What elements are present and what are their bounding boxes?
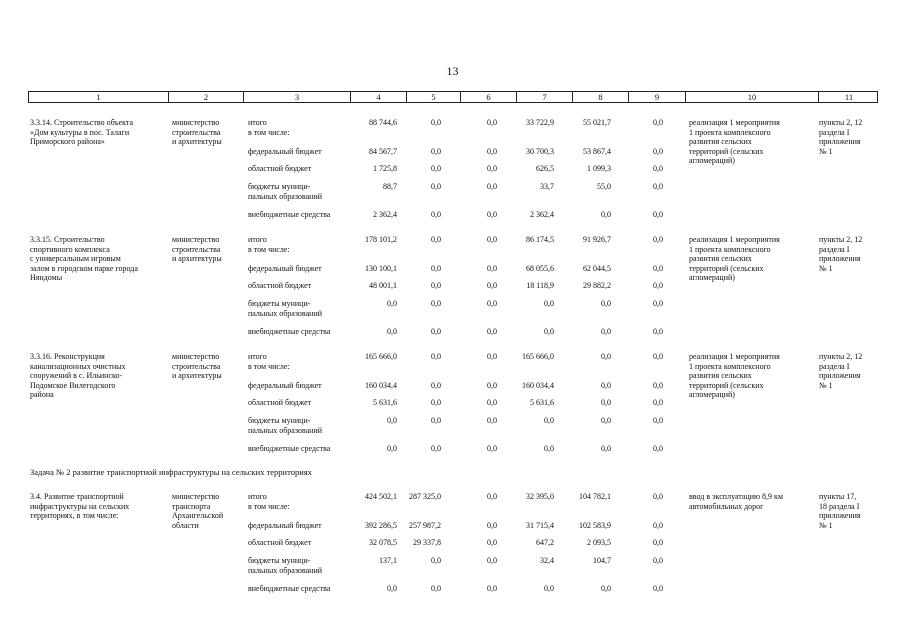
amount-cell: 0,0 — [431, 164, 441, 173]
task-heading: Задача № 2 развитие транспортной инфраструктуры на сельских территориях — [30, 467, 312, 477]
amount-cell: 104 782,1 — [579, 492, 611, 501]
amount-cell: 0,0 — [487, 147, 497, 156]
amount-cell: 0,0 — [544, 299, 554, 308]
amount-cell: 0,0 — [487, 416, 497, 425]
amount-cell: 88 744,6 — [369, 118, 397, 127]
amount-cell: 0,0 — [601, 352, 611, 361]
funding-source-label: итого в том числе: — [248, 492, 290, 511]
amount-cell: 0,0 — [601, 584, 611, 593]
funding-source-label: внебюджетные средства — [248, 210, 331, 219]
amount-cell: 68 055,6 — [526, 264, 554, 273]
amount-cell: 55,0 — [597, 182, 611, 191]
event-title: 3.3.16. Реконструкция канализационных очистных сооружений в с. Ильинско- Подомское Вилегодского района — [30, 352, 126, 400]
amount-cell: 29 882,2 — [583, 281, 611, 290]
amount-cell: 0,0 — [653, 281, 663, 290]
column-header-6: 6 — [461, 92, 517, 102]
event-executor: министерство транспорта Архангельской области — [172, 492, 224, 530]
amount-cell: 0,0 — [653, 182, 663, 191]
amount-cell: 0,0 — [431, 398, 441, 407]
funding-source-label: федеральный бюджет — [248, 381, 322, 390]
amount-cell: 0,0 — [487, 235, 497, 244]
amount-cell: 0,0 — [653, 118, 663, 127]
funding-source-label: областной бюджет — [248, 538, 312, 547]
funding-source-label: итого в том числе: — [248, 235, 290, 254]
amount-cell: 0,0 — [653, 584, 663, 593]
event-title: 3.3.14. Строительство объекта «Дом культуры в пос. Талаги Приморского района» — [30, 118, 134, 147]
amount-cell: 0,0 — [431, 444, 441, 453]
amount-cell: 287 325,0 — [409, 492, 441, 501]
amount-cell: 33 722,9 — [526, 118, 554, 127]
amount-cell: 0,0 — [653, 444, 663, 453]
expected-result: реализация 1 мероприятия 1 проекта комплексного развития сельских территорий (сельских агломераций) — [689, 118, 780, 166]
funding-source-label: итого в том числе: — [248, 118, 290, 137]
amount-cell: 0,0 — [653, 327, 663, 336]
funding-source-label: бюджеты муници- пальных образований — [248, 182, 322, 201]
amount-cell: 0,0 — [653, 164, 663, 173]
amount-cell: 0,0 — [487, 264, 497, 273]
amount-cell: 2 362,4 — [373, 210, 397, 219]
funding-source-label: бюджеты муници- пальных образований — [248, 556, 322, 575]
column-header-1: 1 — [29, 92, 169, 102]
funding-source-label: внебюджетные средства — [248, 327, 331, 336]
column-header-11: 11 — [844, 92, 854, 102]
amount-cell: 0,0 — [544, 416, 554, 425]
amount-cell: 55 021,7 — [583, 118, 611, 127]
funding-source-label: итого в том числе: — [248, 352, 290, 371]
amount-cell: 0,0 — [431, 264, 441, 273]
amount-cell: 2 093,5 — [587, 538, 611, 547]
amount-cell: 1 725,8 — [373, 164, 397, 173]
amount-cell: 0,0 — [544, 584, 554, 593]
amount-cell: 102 583,9 — [579, 521, 611, 530]
amount-cell: 0,0 — [487, 381, 497, 390]
amount-cell: 0,0 — [601, 210, 611, 219]
column-header-10: 10 — [686, 92, 819, 102]
amount-cell: 18 118,9 — [526, 281, 554, 290]
funding-source-label: областной бюджет — [248, 164, 312, 173]
reference-points: пункты 17, 18 раздела I приложения № 1 — [819, 492, 861, 530]
amount-cell: 392 286,5 — [365, 521, 397, 530]
funding-source-label: бюджеты муници- пальных образований — [248, 299, 322, 318]
amount-cell: 0,0 — [487, 492, 497, 501]
amount-cell: 0,0 — [601, 398, 611, 407]
column-header-7: 7 — [517, 92, 573, 102]
amount-cell: 0,0 — [653, 521, 663, 530]
amount-cell: 0,0 — [431, 584, 441, 593]
amount-cell: 0,0 — [487, 584, 497, 593]
amount-cell: 0,0 — [544, 444, 554, 453]
amount-cell: 0,0 — [601, 416, 611, 425]
reference-points: пункты 2, 12 раздела I приложения № 1 — [819, 352, 863, 390]
amount-cell: 53 867,4 — [583, 147, 611, 156]
amount-cell: 0,0 — [487, 521, 497, 530]
amount-cell: 160 034,4 — [522, 381, 554, 390]
amount-cell: 0,0 — [431, 182, 441, 191]
amount-cell: 5 631,6 — [373, 398, 397, 407]
amount-cell: 84 567,7 — [369, 147, 397, 156]
event-title: 3.3.15. Строительство спортивного комплекса с универсальным игровым залом в городском парке города Няндомы — [30, 235, 138, 283]
amount-cell: 0,0 — [487, 118, 497, 127]
amount-cell: 0,0 — [387, 416, 397, 425]
amount-cell: 0,0 — [487, 327, 497, 336]
amount-cell: 32 078,5 — [369, 538, 397, 547]
amount-cell: 160 034,4 — [365, 381, 397, 390]
amount-cell: 0,0 — [487, 299, 497, 308]
amount-cell: 137,1 — [379, 556, 397, 565]
amount-cell: 0,0 — [601, 327, 611, 336]
amount-cell: 0,0 — [431, 556, 441, 565]
amount-cell: 0,0 — [431, 147, 441, 156]
event-executor: министерство строительства и архитектуры — [172, 118, 222, 147]
amount-cell: 0,0 — [653, 538, 663, 547]
amount-cell: 0,0 — [431, 281, 441, 290]
amount-cell: 626,5 — [536, 164, 554, 173]
column-header-2: 2 — [169, 92, 244, 102]
amount-cell: 29 337,8 — [413, 538, 441, 547]
column-header-3: 3 — [244, 92, 351, 102]
amount-cell: 130 100,1 — [365, 264, 397, 273]
event-title: 3.4. Развитие транспортной инфраструктуры на сельских территориях, в том числе: — [30, 492, 130, 521]
expected-result: ввод в эксплуатацию 8,9 км автомобильных дорог — [689, 492, 783, 511]
amount-cell: 0,0 — [431, 352, 441, 361]
amount-cell: 0,0 — [487, 281, 497, 290]
amount-cell: 0,0 — [387, 444, 397, 453]
column-header-8: 8 — [573, 92, 629, 102]
amount-cell: 165 666,0 — [365, 352, 397, 361]
amount-cell: 0,0 — [653, 416, 663, 425]
amount-cell: 86 174,5 — [526, 235, 554, 244]
amount-cell: 0,0 — [653, 235, 663, 244]
amount-cell: 5 631,6 — [530, 398, 554, 407]
amount-cell: 32 395,0 — [526, 492, 554, 501]
amount-cell: 0,0 — [487, 444, 497, 453]
amount-cell: 0,0 — [487, 538, 497, 547]
amount-cell: 0,0 — [431, 118, 441, 127]
amount-cell: 31 715,4 — [526, 521, 554, 530]
funding-source-label: федеральный бюджет — [248, 521, 322, 530]
amount-cell: 88,7 — [383, 182, 397, 191]
amount-cell: 62 044,5 — [583, 264, 611, 273]
funding-source-label: бюджеты муници- пальных образований — [248, 416, 322, 435]
amount-cell: 0,0 — [601, 444, 611, 453]
amount-cell: 0,0 — [601, 299, 611, 308]
column-header-4: 4 — [351, 92, 407, 102]
column-number-header — [28, 91, 878, 103]
funding-source-label: областной бюджет — [248, 398, 312, 407]
amount-cell: 0,0 — [653, 210, 663, 219]
reference-points: пункты 2, 12 раздела I приложения № 1 — [819, 118, 863, 156]
funding-source-label: внебюджетные средства — [248, 444, 331, 453]
reference-points: пункты 2, 12 раздела I приложения № 1 — [819, 235, 863, 273]
event-executor: министерство строительства и архитектуры — [172, 352, 222, 381]
amount-cell: 33,7 — [540, 182, 554, 191]
amount-cell: 165 666,0 — [522, 352, 554, 361]
amount-cell: 48 001,1 — [369, 281, 397, 290]
amount-cell: 0,0 — [431, 416, 441, 425]
amount-cell: 2 362,4 — [530, 210, 554, 219]
amount-cell: 0,0 — [487, 398, 497, 407]
amount-cell: 0,0 — [387, 299, 397, 308]
amount-cell: 0,0 — [653, 398, 663, 407]
amount-cell: 0,0 — [431, 381, 441, 390]
amount-cell: 0,0 — [487, 210, 497, 219]
amount-cell: 0,0 — [653, 556, 663, 565]
amount-cell: 0,0 — [431, 210, 441, 219]
amount-cell: 0,0 — [387, 584, 397, 593]
expected-result: реализация 1 мероприятия 1 проекта комплексного развития сельских территорий (сельских агломераций) — [689, 235, 780, 283]
funding-source-label: федеральный бюджет — [248, 147, 322, 156]
amount-cell: 0,0 — [387, 327, 397, 336]
amount-cell: 0,0 — [487, 352, 497, 361]
amount-cell: 0,0 — [487, 164, 497, 173]
funding-source-label: внебюджетные средства — [248, 584, 331, 593]
amount-cell: 0,0 — [487, 556, 497, 565]
amount-cell: 178 101,2 — [365, 235, 397, 244]
page-number: 13 — [446, 64, 459, 78]
amount-cell: 424 502,1 — [365, 492, 397, 501]
column-header-5: 5 — [407, 92, 461, 102]
amount-cell: 0,0 — [487, 182, 497, 191]
event-executor: министерство строительства и архитектуры — [172, 235, 222, 264]
amount-cell: 0,0 — [653, 381, 663, 390]
amount-cell: 0,0 — [431, 327, 441, 336]
amount-cell: 91 926,7 — [583, 235, 611, 244]
amount-cell: 0,0 — [653, 352, 663, 361]
amount-cell: 32,4 — [540, 556, 554, 565]
amount-cell: 30 700,3 — [526, 147, 554, 156]
amount-cell: 257 987,2 — [409, 521, 441, 530]
amount-cell: 0,0 — [431, 235, 441, 244]
amount-cell: 1 099,3 — [587, 164, 611, 173]
amount-cell: 0,0 — [653, 264, 663, 273]
amount-cell: 0,0 — [653, 299, 663, 308]
amount-cell: 104,7 — [593, 556, 611, 565]
expected-result: реализация 1 мероприятия 1 проекта комплексного развития сельских территорий (сельских агломераций) — [689, 352, 780, 400]
amount-cell: 0,0 — [431, 299, 441, 308]
amount-cell: 0,0 — [544, 327, 554, 336]
amount-cell: 0,0 — [601, 381, 611, 390]
amount-cell: 647,2 — [536, 538, 554, 547]
amount-cell: 0,0 — [653, 492, 663, 501]
funding-source-label: областной бюджет — [248, 281, 312, 290]
funding-source-label: федеральный бюджет — [248, 264, 322, 273]
column-header-9: 9 — [629, 92, 686, 102]
amount-cell: 0,0 — [653, 147, 663, 156]
